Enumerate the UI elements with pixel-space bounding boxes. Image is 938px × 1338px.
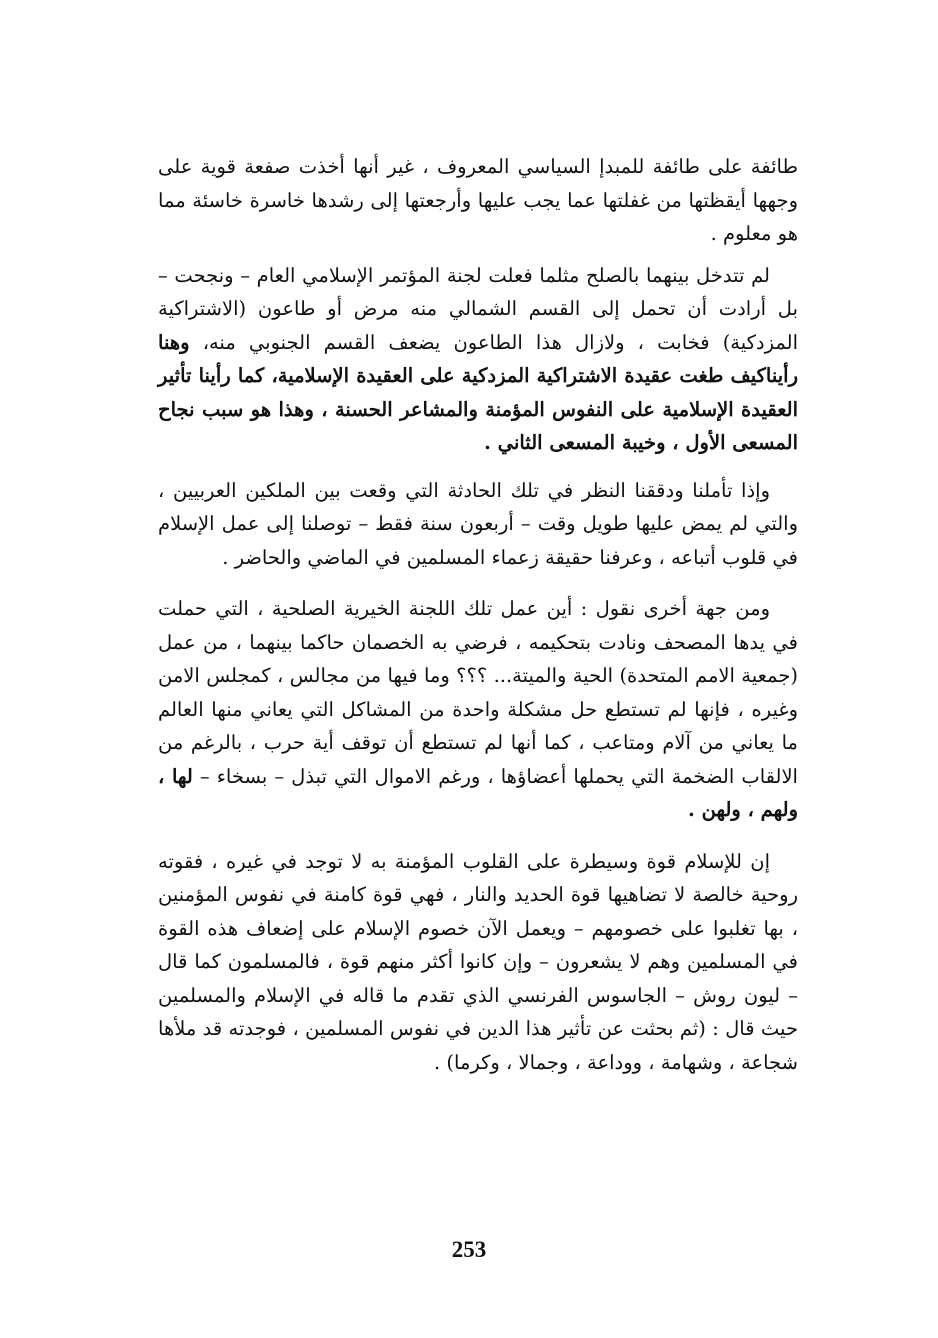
paragraph-5-text: إن للإسلام قوة وسيطرة على القلوب المؤمنة به لا توجد في غيره ، فقوته روحية خالصة لا تضاهيها قوة الحديد والنار ، فهي قوة كامنة في نفوس المؤمنين ، بها تغلبوا على خصومهم – ويعمل الآن خصوم الإسلام على إضعاف هذه القوة في المسلمين وهم لا يشعرون – وإن كانوا أكثر منهم قوة ، فالمسلمون كما قال – ليون روش – الجاسوس الفرنسي الذي تقدم ما قاله في الإسلام والمسلمين حيث قال : (ثم بحثت عن تأثير هذا الدين في نفوس المسلمين ، فوجدته قد ملأها شجاعة ، وشهامة ، ووداعة ، وجمالا ، وكرما) .	[158, 849, 798, 1074]
paragraph-2-bold-text: وهنا رأيناكيف طغت عقيدة الاشتراكية المزدكية على العقيدة الإسلامية، كما رأينا تأثير العقيدة الإسلامية على النفوس المؤمنة والمشاعر الحسنة ، وهذا هو سبب نجاح المسعى الأول ، وخيبة المسعى الثاني .	[158, 330, 798, 454]
paragraph-3	[158, 474, 798, 575]
paragraph-1-text: طائفة على طائفة للمبدإ السياسي المعروف ، غير أنها أخذت صفعة قوية على وجهها أيقظتها من غفلتها عما يجب عليها وأرجعتها إلى رشدها خاسرة خاسئة مما هو معلوم .	[158, 155, 798, 245]
page-number: 253	[451, 1237, 487, 1262]
paragraph-3-text: وإذا تأملنا ودققنا النظر في تلك الحادثة التي وقعت بين الملكين العربيين ، والتي لم يمض عليها طويل وقت – أربعون سنة فقط – توصلنا إلى عمل الإسلام في قلوب أتباعه ، وعرفنا حقيقة زعماء المسلمين في الماضي والحاضر .	[158, 478, 798, 569]
page-body	[158, 150, 798, 1270]
paragraph-4	[158, 592, 798, 827]
paragraph-4-bold-text: لها ، ولهم ، ولهن .	[158, 764, 798, 821]
paragraph-4-text: ومن جهة أخرى نقول : أين عمل تلك اللجنة الخيرية الصلحية ، التي حملت في يدها المصحف ونادت بتحكيمه ، فرضي به الخصمان حاكما بينهما ، من عمل (جمعية الامم المتحدة) الحية والميتة... ؟؟؟ وما فيها من مجالس ، كمجلس الامن وغيره ، فإنها لم تستطع حل مشكلة واحدة من المشاكل التي يعاني منها العالم ما يعاني من آلام ومتاعب ، كما أنها لم تستطع أن توقف أية حرب ، بالرغم من الالقاب الضخمة التي يحملها أعضاؤها ، ورغم الاموال التي تبذل – بسخاء –	[158, 597, 798, 788]
paragraph-1	[158, 150, 798, 251]
paragraph-2-text: لم تتدخل بينهما بالصلح مثلما فعلت لجنة المؤتمر الإسلامي العام – ونجحت – بل أرادت أن تحمل إلى القسم الشمالي منه مرض أو طاعون (الاشتراكية المزدكية) فخابت ، ولازال هذا الطاعون يضعف القسم الجنوبي منه،	[158, 263, 798, 354]
paragraph-5	[158, 845, 798, 1080]
paragraph-2	[158, 259, 798, 460]
